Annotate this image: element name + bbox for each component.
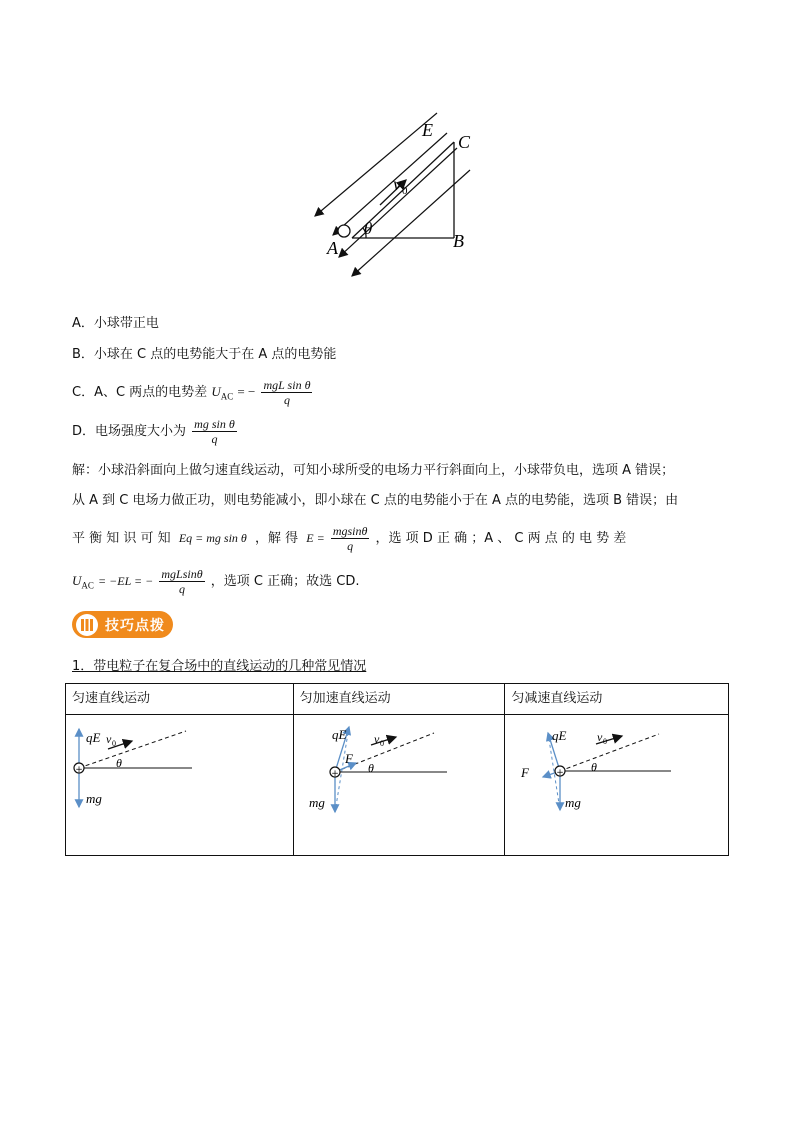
- uniform-label-mg: mg: [86, 791, 102, 806]
- cell-accelerate-figure: [293, 715, 505, 856]
- label-C: C: [458, 132, 471, 152]
- option-c-eq: = −: [237, 384, 256, 399]
- option-c-fraction: [261, 378, 312, 407]
- decelerate-label-mg: mg: [565, 795, 582, 810]
- solution-line-1: 解：小球沿斜面向上做匀速直线运动，可知小球所受的电场力平行斜面向上，小球带负电，选项 A 错误；: [72, 463, 675, 478]
- field-lines: [315, 113, 470, 276]
- solution-line-2: 从 A 到 C 电场力做正功，则电势能减小，即小球在 C 点的电势能小于在 A 点的电势能，选项 B 错误；由: [72, 493, 679, 508]
- uniform-label-theta: θ: [116, 756, 122, 770]
- section-title: 1．带电粒子在复合场中的直线运动的几种常见情况: [72, 659, 367, 674]
- decelerate-force-diagram: [505, 715, 727, 851]
- decelerate-label-v: v: [597, 730, 603, 744]
- option-b: B．小球在 C 点的电势能大于在 A 点的电势能: [72, 347, 337, 362]
- solution-line-3: [72, 520, 722, 557]
- accelerate-label-v: v: [373, 732, 379, 746]
- motion-cases-table: [65, 683, 729, 856]
- option-d-fraction: [192, 417, 237, 446]
- accelerate-label-qE: qE: [331, 727, 347, 742]
- label-E: E: [422, 120, 433, 140]
- label-v-sub: 0: [402, 185, 408, 197]
- solution-eq-2-fraction: [331, 524, 370, 553]
- cell-decelerate-figure: [505, 715, 729, 856]
- label-A: A: [327, 238, 338, 258]
- uniform-label-v: v: [106, 732, 112, 746]
- cell-uniform-figure: [66, 715, 294, 856]
- svg-text:+: +: [330, 769, 339, 779]
- solution-line-3b: ，解 得: [254, 531, 299, 546]
- solution-line-4-num: mgLsinθ: [161, 567, 203, 581]
- option-c-lhs-sub: AC: [220, 391, 234, 402]
- option-a: A．小球带正电: [72, 316, 159, 331]
- svg-text:+: +: [556, 768, 565, 778]
- option-c-prefix: C．A、C 两点的电势差: [72, 385, 208, 400]
- solution-eq-2-num: mgsinθ: [332, 524, 368, 538]
- solution-line-4-fraction: [159, 567, 204, 596]
- option-c-den: q: [283, 393, 290, 407]
- solution-eq-2-den: q: [347, 539, 354, 553]
- badge-text: 技巧点拨: [105, 617, 165, 634]
- option-c: [72, 376, 314, 413]
- accelerate-label-mg: mg: [308, 795, 325, 810]
- solution-line-4-den: q: [179, 582, 185, 596]
- solution-line-4-lhs-sub: AC: [81, 580, 94, 591]
- option-c-lhs: U: [211, 384, 221, 399]
- solution-line-3c: ，选 项 D 正 确 ；A 、 C 两 点 的 电 势 差: [375, 531, 627, 546]
- option-c-num: mgL sin θ: [263, 378, 311, 392]
- decelerate-label-qE: qE: [552, 728, 567, 743]
- uniform-label-qE: qE: [86, 730, 101, 745]
- solution-eq-1: Eq = mg sin θ: [178, 531, 247, 545]
- book-icon: [76, 614, 98, 636]
- solution-line-4-mid: = −EL = −: [98, 574, 154, 588]
- decelerate-label-theta: θ: [591, 760, 598, 774]
- header-decelerate: 匀减速直线运动: [505, 684, 729, 715]
- uniform-label-v-sub: 0: [112, 739, 116, 748]
- header-uniform: 匀速直线运动: [66, 684, 294, 715]
- decelerate-label-F: F: [521, 765, 530, 780]
- label-v: v: [393, 174, 401, 194]
- option-d: [72, 416, 239, 448]
- uniform-force-diagram: [66, 715, 292, 851]
- option-d-den: q: [211, 432, 218, 446]
- label-B: B: [453, 231, 464, 251]
- solution-line-3a: 平 衡 知 识 可 知: [72, 531, 171, 546]
- solution-eq-2-lhs: E =: [306, 531, 325, 545]
- accelerate-label-theta: θ: [367, 761, 374, 775]
- incline-field-figure: [300, 110, 500, 290]
- decelerate-label-v-sub: 0: [603, 737, 608, 746]
- svg-text:+: +: [75, 765, 83, 775]
- ball-A: [338, 225, 350, 237]
- header-accelerate: 匀加速直线运动: [293, 684, 505, 715]
- solution-line-4-lhs: U: [72, 573, 82, 588]
- accelerate-label-v-sub: 0: [379, 739, 384, 748]
- option-d-prefix: D．电场强度大小为: [72, 424, 187, 439]
- label-theta: θ: [364, 219, 373, 238]
- option-d-num: mg sin θ: [194, 417, 235, 431]
- accelerate-force-diagram: [294, 715, 504, 851]
- solution-line-4-tail: ，选项 C 正确；故选 CD.: [210, 574, 360, 589]
- solution-line-4: [72, 564, 722, 603]
- accelerate-label-F: F: [344, 751, 353, 766]
- tips-badge: [72, 611, 173, 638]
